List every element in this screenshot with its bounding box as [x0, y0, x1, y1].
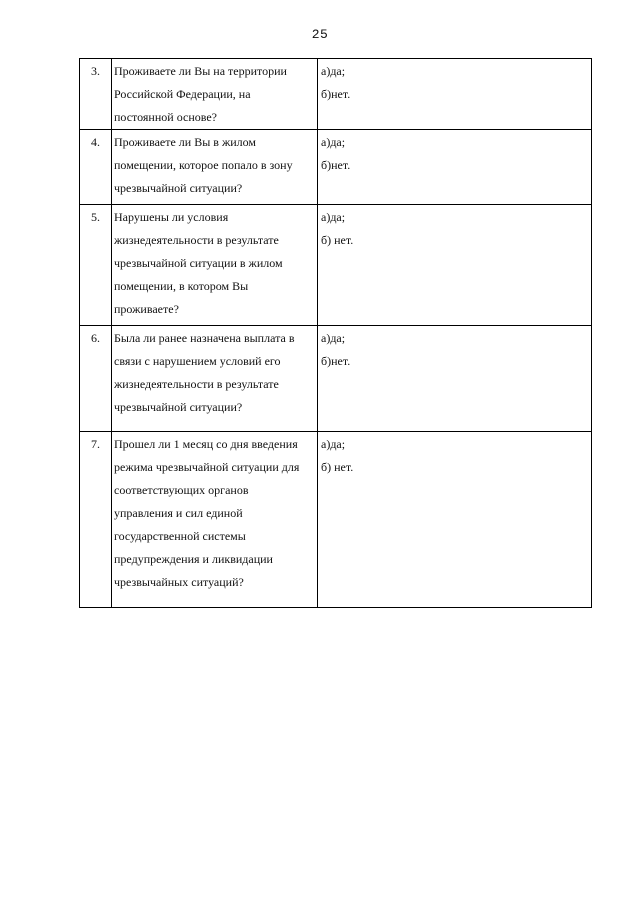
table-row — [80, 59, 592, 130]
question-cell — [112, 59, 318, 130]
answer-option-yes: а)да; — [321, 210, 346, 224]
answer-cell — [318, 130, 592, 205]
answer-cell — [318, 205, 592, 326]
answer-cell — [318, 59, 592, 130]
question-text: Проживаете ли Вы в жилом помещении, которое попало в зону чрезвычайной ситуации? — [114, 135, 293, 195]
question-cell — [112, 432, 318, 608]
question-number: 4. — [91, 135, 100, 149]
answer-option-no: б)нет. — [321, 354, 351, 368]
page-number: 25 — [311, 27, 329, 42]
table-row — [80, 130, 592, 205]
questionnaire-table — [79, 58, 592, 608]
question-number-cell — [80, 130, 112, 205]
question-cell — [112, 130, 318, 205]
table-row — [80, 205, 592, 326]
question-number: 7. — [91, 437, 100, 451]
question-text: Прошел ли 1 месяц со дня введения режима чрезвычайной ситуации для соответствующих органов управления и сил единой государственной системы предупреждения и ликвидации чрезвычайных ситуаций? — [114, 437, 300, 589]
question-text: Была ли ранее назначена выплата в связи с нарушением условий его жизнедеятельности в результате чрезвычайной ситуации? — [114, 331, 295, 414]
answer-option-no: б)нет. — [321, 158, 351, 172]
answer-option-no: б)нет. — [321, 87, 351, 101]
question-number-cell — [80, 432, 112, 608]
questionnaire-body — [80, 59, 592, 608]
question-cell — [112, 326, 318, 432]
table-row — [80, 326, 592, 432]
answer-option-no: б) нет. — [321, 233, 354, 247]
answer-option-yes: а)да; — [321, 437, 346, 451]
answer-option-yes: а)да; — [321, 135, 346, 149]
question-number-cell — [80, 326, 112, 432]
question-number: 3. — [91, 64, 100, 78]
question-number: 6. — [91, 331, 100, 345]
answer-cell — [318, 432, 592, 608]
question-number-cell — [80, 205, 112, 326]
question-number-cell — [80, 59, 112, 130]
question-text: Проживаете ли Вы на территории Российской Федерации, на постоянной основе? — [114, 64, 287, 124]
question-cell — [112, 205, 318, 326]
answer-option-yes: а)да; — [321, 64, 346, 78]
answer-option-yes: а)да; — [321, 331, 346, 345]
question-text: Нарушены ли условия жизнедеятельности в результате чрезвычайной ситуации в жилом помещении, в котором Вы проживаете? — [114, 210, 283, 316]
table-row — [80, 432, 592, 608]
answer-option-no: б) нет. — [321, 460, 354, 474]
question-number: 5. — [91, 210, 100, 224]
answer-cell — [318, 326, 592, 432]
